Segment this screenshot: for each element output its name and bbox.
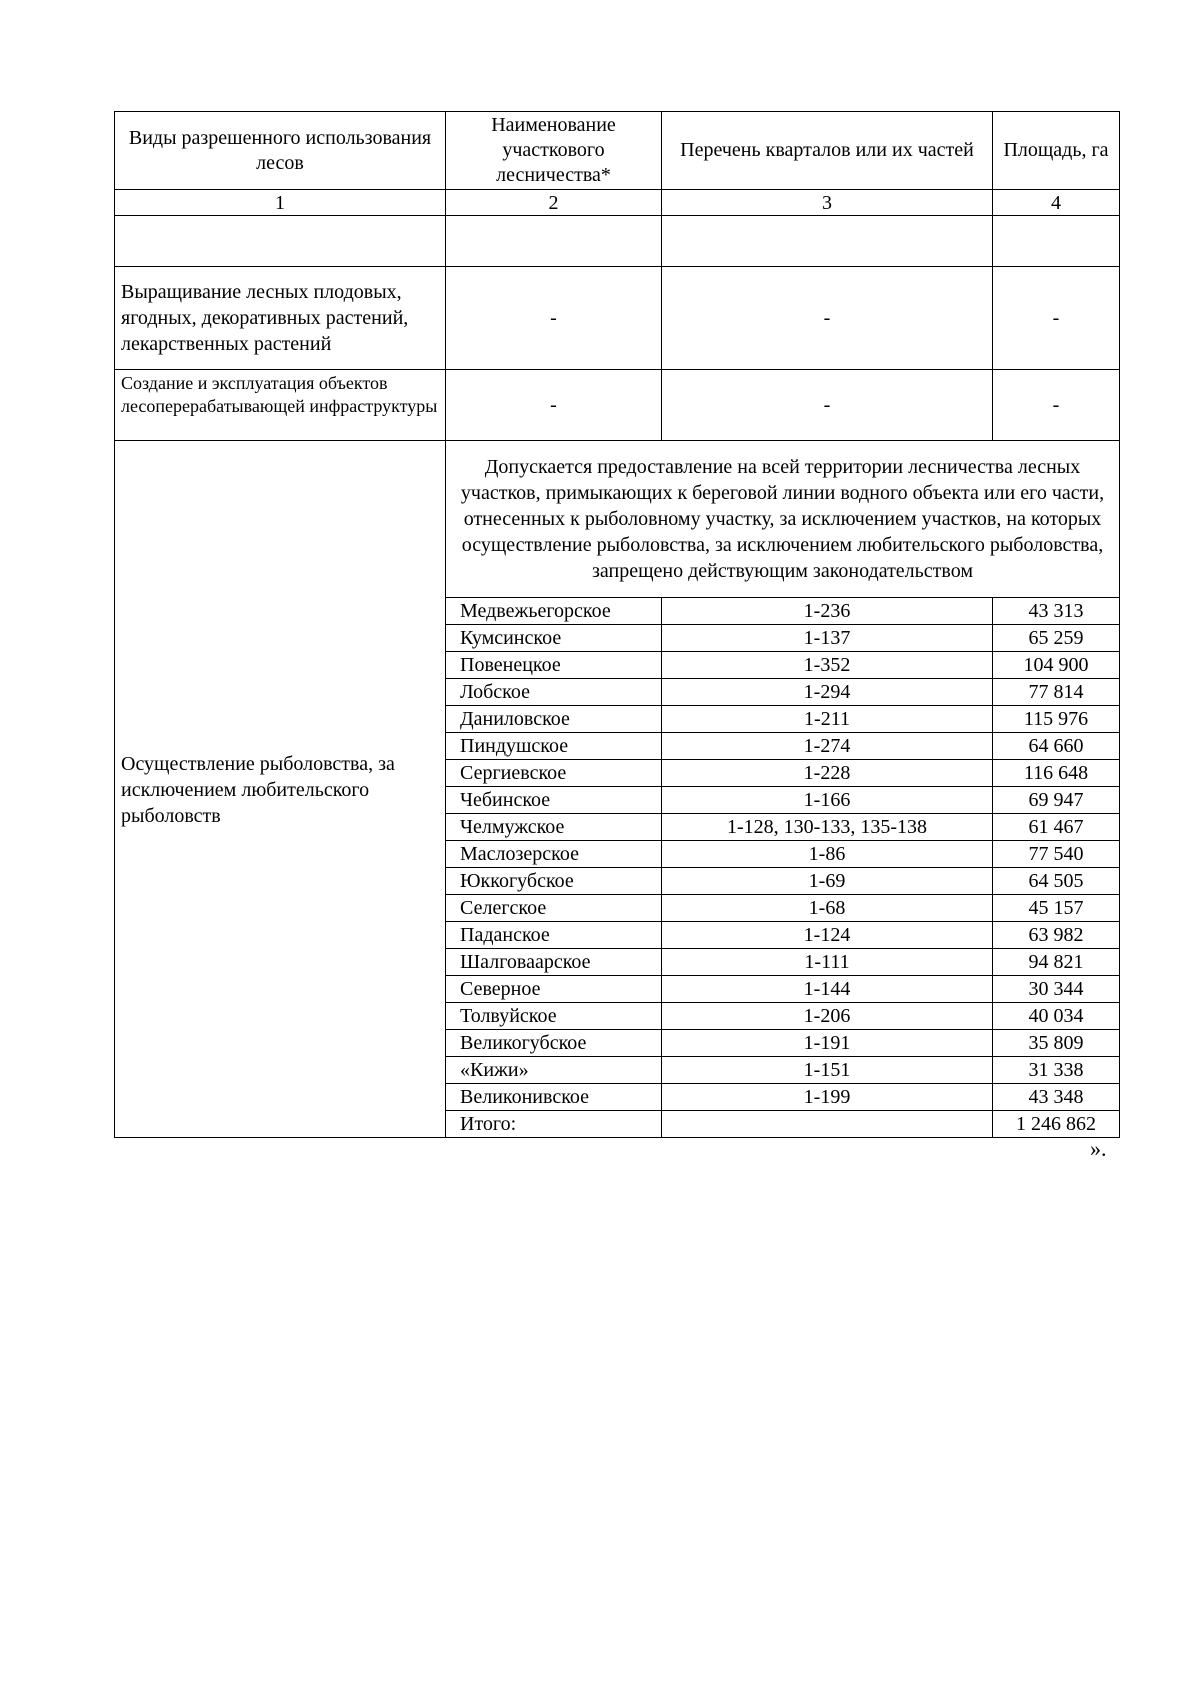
forestry-name: Пиндушское <box>446 733 662 760</box>
forestry-quarters: 1-274 <box>662 733 993 760</box>
forestry-quarters: 1-199 <box>662 1084 993 1111</box>
forestry-quarters: 1-86 <box>662 841 993 868</box>
land-use-table <box>114 111 1120 1138</box>
use-type-cell: Осуществление рыболовства, за исключением любительского рыболовств <box>115 441 446 1138</box>
forestry-name: Северное <box>446 976 662 1003</box>
forestry-area: 69 947 <box>993 787 1120 814</box>
quarters-cell: - <box>662 267 993 370</box>
forestry-name: Великогубское <box>446 1030 662 1057</box>
forestry-name: Лобское <box>446 679 662 706</box>
forestry-area: 35 809 <box>993 1030 1120 1057</box>
area-cell: - <box>993 267 1120 370</box>
forestry-area: 104 900 <box>993 652 1120 679</box>
area-cell: - <box>993 370 1120 441</box>
column-number: 3 <box>662 190 993 216</box>
forestry-area: 63 982 <box>993 922 1120 949</box>
forestry-quarters: 1-191 <box>662 1030 993 1057</box>
header-quarters: Перечень кварталов или их частей <box>662 112 993 190</box>
forestry-quarters: 1-69 <box>662 868 993 895</box>
forestry-area: 115 976 <box>993 706 1120 733</box>
empty-cell <box>115 216 446 267</box>
quarters-cell: - <box>662 370 993 441</box>
forestry-quarters: 1-124 <box>662 922 993 949</box>
forestry-area: 77 540 <box>993 841 1120 868</box>
empty-row <box>115 216 1120 267</box>
total-quarters <box>662 1111 993 1138</box>
column-number: 2 <box>446 190 662 216</box>
forestry-quarters: 1-151 <box>662 1057 993 1084</box>
forestry-area: 40 034 <box>993 1003 1120 1030</box>
forestry-name: Кумсинское <box>446 625 662 652</box>
forestry-area: 65 259 <box>993 625 1120 652</box>
empty-cell <box>993 216 1120 267</box>
forestry-name: Чебинское <box>446 787 662 814</box>
forestry-quarters: 1-228 <box>662 760 993 787</box>
forestry-area: 64 505 <box>993 868 1120 895</box>
forestry-name: Сергиевское <box>446 760 662 787</box>
forestry-quarters: 1-352 <box>662 652 993 679</box>
forestry-cell: - <box>446 267 662 370</box>
forestry-area: 77 814 <box>993 679 1120 706</box>
forestry-quarters: 1-206 <box>662 1003 993 1030</box>
forestry-area: 61 467 <box>993 814 1120 841</box>
forestry-quarters: 1-211 <box>662 706 993 733</box>
forestry-quarters: 1-137 <box>662 625 993 652</box>
forestry-name: Юккогубское <box>446 868 662 895</box>
header-area: Площадь, га <box>993 112 1120 190</box>
header-use-type: Виды разрешенного использования лесов <box>115 112 446 190</box>
empty-cell <box>446 216 662 267</box>
forestry-area: 43 313 <box>993 598 1120 625</box>
infrastructure-row <box>115 370 1120 441</box>
forestry-name: Повенецкое <box>446 652 662 679</box>
forestry-name: Даниловское <box>446 706 662 733</box>
forestry-cell: - <box>446 370 662 441</box>
forestry-area: 30 344 <box>993 976 1120 1003</box>
column-number: 4 <box>993 190 1120 216</box>
forestry-name: Селегское <box>446 895 662 922</box>
empty-cell <box>662 216 993 267</box>
forestry-name: Челмужское <box>446 814 662 841</box>
column-number-row <box>115 190 1120 216</box>
fishing-note-row <box>115 441 1120 598</box>
use-type-cell: Выращивание лесных плодовых, ягодных, декоративных растений, лекарственных растений <box>115 267 446 370</box>
column-number: 1 <box>115 190 446 216</box>
forestry-quarters: 1-68 <box>662 895 993 922</box>
forestry-area: 116 648 <box>993 760 1120 787</box>
forestry-quarters: 1-236 <box>662 598 993 625</box>
forestry-name: Маслозерское <box>446 841 662 868</box>
forestry-area: 45 157 <box>993 895 1120 922</box>
forestry-quarters: 1-128, 130-133, 135-138 <box>662 814 993 841</box>
forestry-name: «Кижи» <box>446 1057 662 1084</box>
use-type-cell: Создание и эксплуатация объектов лесоперерабатывающей инфраструктуры <box>115 370 446 441</box>
forestry-area: 94 821 <box>993 949 1120 976</box>
forestry-quarters: 1-111 <box>662 949 993 976</box>
growing-row <box>115 267 1120 370</box>
fishing-note: Допускается предоставление на всей территории лесничества лесных участков, примыкающих к береговой линии водного объекта или его части, отнесенных к рыболовному участку, за исключением участков, на которых осуществление рыболовства, за исключением любительского рыболовства, запрещено действующим законодательством <box>446 441 1120 598</box>
forestry-area: 31 338 <box>993 1057 1120 1084</box>
forestry-name: Шалговаарское <box>446 949 662 976</box>
total-area: 1 246 862 <box>993 1111 1120 1138</box>
total-label: Итого: <box>446 1111 662 1138</box>
forestry-quarters: 1-166 <box>662 787 993 814</box>
forestry-name: Паданское <box>446 922 662 949</box>
header-row <box>115 112 1120 190</box>
header-forestry: Наименование участкового лесничества* <box>446 112 662 190</box>
forestry-name: Великонивское <box>446 1084 662 1111</box>
forestry-name: Медвежьегорское <box>446 598 662 625</box>
forestry-quarters: 1-294 <box>662 679 993 706</box>
forestry-name: Толвуйское <box>446 1003 662 1030</box>
forestry-area: 64 660 <box>993 733 1120 760</box>
closing-quote: ». <box>1090 1136 1107 1161</box>
forestry-area: 43 348 <box>993 1084 1120 1111</box>
forestry-quarters: 1-144 <box>662 976 993 1003</box>
